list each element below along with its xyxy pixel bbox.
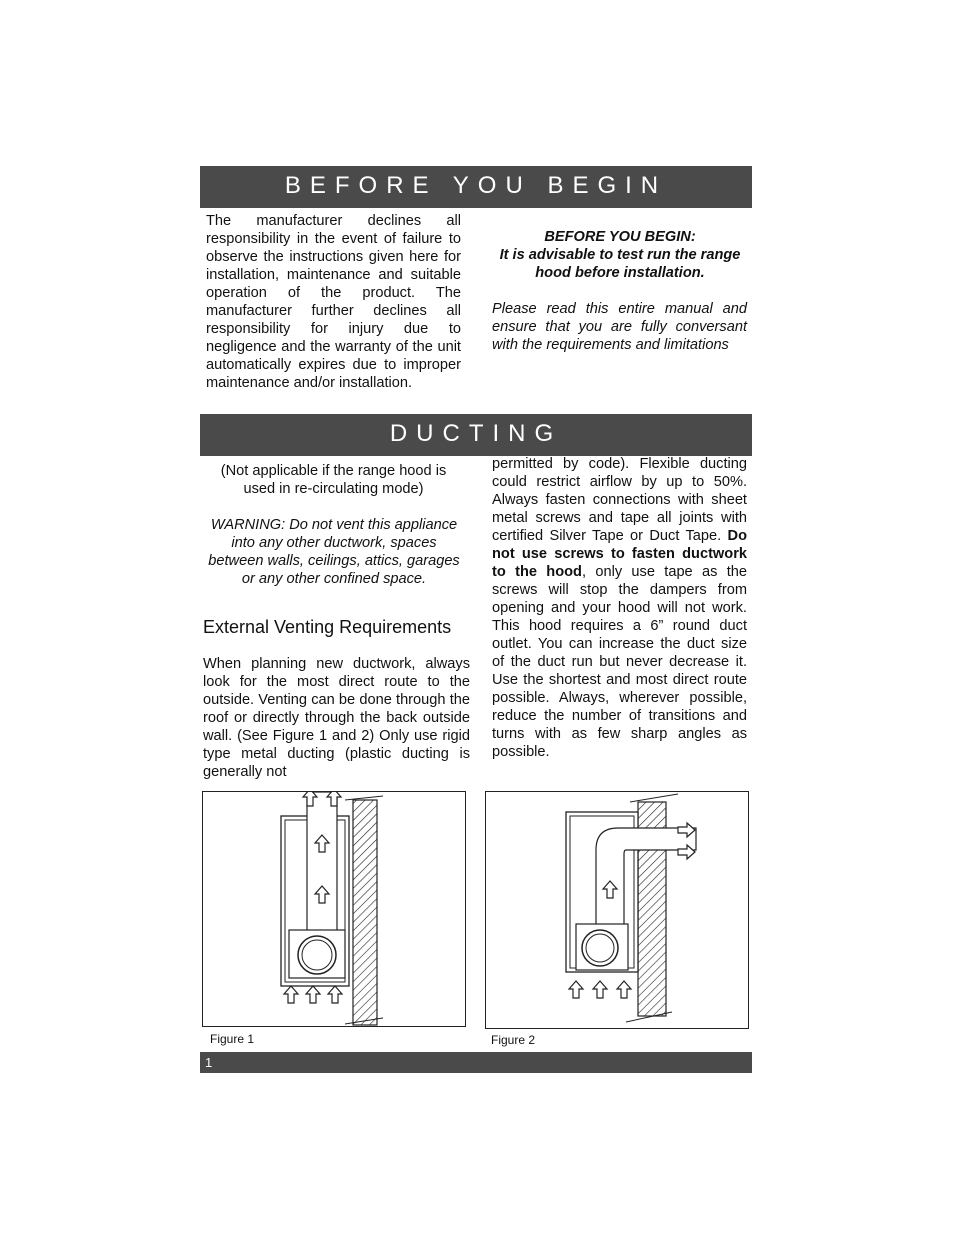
disclaimer-paragraph: The manufacturer declines all responsibility in the event of failure to observe the instructions given here for installation, maintenance and suitable operation of the product. The manufacturer further declines all responsibility for injury due to negligence and the warranty of the unit automatically expires due to improper maintenance and/or installation.	[206, 213, 461, 391]
ducting-header	[200, 414, 752, 456]
screw-warning: Do not use screws to fasten ductwork to the hood	[492, 528, 747, 580]
read-manual-paragraph: Please read this entire manual and ensure that you are fully conversant with the requirements and limitations	[492, 301, 747, 353]
before-you-begin-header	[200, 166, 752, 208]
figure-1-illustration	[202, 791, 466, 1027]
footer-bar	[200, 1052, 752, 1073]
not-applicable-note: (Not applicable if the range hood is used in re-circulating mode)	[220, 463, 447, 497]
figure-2-illustration	[485, 791, 749, 1029]
ducting-text-b: , only use tape as the screws will stop the dampers from opening and your hood will not work. This hood requires a 6” round duct outlet. You can increase the duct size of the duct run but never decrease it. Use the shortest and most direct route possible. Always, wherever possible, reduce the number of transitions and turns with as few sharp angles as possible.	[492, 564, 748, 760]
before-you-begin-note	[492, 228, 748, 282]
page-number: 1	[205, 1055, 213, 1070]
section-title: DUCTING	[389, 420, 563, 447]
ducting-text-a: permitted by code). Flexible ducting could restrict airflow by up to 50%. Always fasten connections with sheet metal screws and tape all joints with certified Silver Tape or Duct Tape.	[492, 456, 747, 544]
note-heading: BEFORE YOU BEGIN:	[544, 229, 696, 245]
external-venting-subheading: External Venting Requirements	[203, 617, 452, 637]
section-title: BEFORE YOU BEGIN	[284, 172, 668, 199]
ducting-continued-paragraph	[492, 455, 747, 761]
figure-1-caption: Figure 1	[210, 1032, 255, 1046]
ductwork-paragraph: When planning new ductwork, always look for the most direct route to the outside. Venting can be done through the roof or directly through the back outside wall. (See Figure 1 and 2) Only use rigid type metal ducting (plastic ducting is generally not	[203, 656, 470, 780]
warning-text: WARNING: Do not vent this appliance into any other ductwork, spaces between walls, ceilings, attics, garages or any other confined space.	[208, 517, 460, 587]
note-advice: It is advisable to test run the range hood before installation.	[499, 247, 741, 281]
figure-2-caption: Figure 2	[491, 1033, 536, 1047]
